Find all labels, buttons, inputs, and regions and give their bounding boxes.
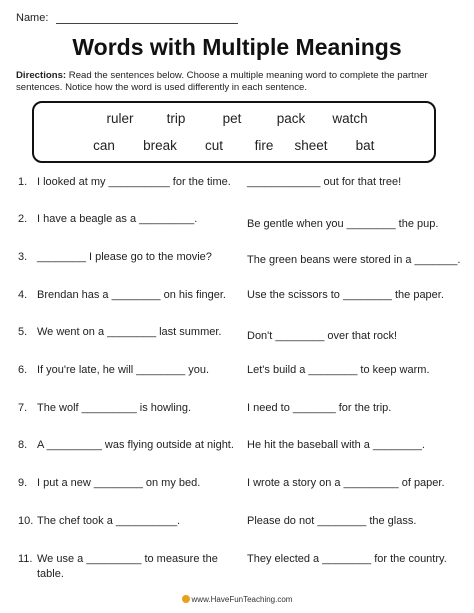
word-bank-word: cut [204,138,224,153]
question-left-sentence: A _________ was flying outside at night. [37,439,234,451]
word-bank-word: bat [355,138,375,153]
footer-url: www.HaveFunTeaching.com [191,595,293,604]
word-bank-word: pack [276,111,306,126]
question-right-sentence: Don't ________ over that rock! [247,330,398,342]
question-number: 8. [18,439,28,451]
word-bank-word: fire [254,138,274,153]
question-number: 2. [18,213,28,225]
question-left-sentence: The wolf _________ is howling. [37,402,192,414]
question-left-sentence: We went on a ________ last summer. [37,326,222,338]
directions-label: Directions: [16,70,67,81]
question-right-sentence: I wrote a story on a _________ of paper. [247,477,445,489]
question-right-sentence: They elected a ________ for the country. [247,553,447,565]
question-left-sentence: I put a new ________ on my bed. [37,477,201,489]
name-label: Name: [16,12,49,24]
question-number: 4. [18,289,28,301]
question-number: 9. [18,477,28,489]
question-right-sentence: Use the scissors to ________ the paper. [247,289,444,301]
directions-text: Read the sentences below. Choose a multiple meaning word to complete the partner sentences. Notice how the word is used differently in each sentence. [16,70,428,93]
word-bank-word: sheet [294,138,328,153]
word-bank-word: break [143,138,177,153]
page-title: Words with Multiple Meanings [72,34,402,60]
question-number: 3. [18,251,28,263]
word-bank-word: can [93,138,115,153]
question-number: 5. [18,326,28,338]
site-logo-icon [182,595,190,603]
question-left-sentence: If you're late, he will ________ you. [37,364,210,376]
question-right-sentence: Let's build a ________ to keep warm. [247,364,430,376]
word-bank-word: trip [166,111,186,126]
question-left-sentence: ________ I please go to the movie? [37,251,212,263]
question-right-sentence: He hit the baseball with a ________. [247,439,425,451]
question-left-sentence: The chef took a __________. [37,515,181,527]
name-line[interactable] [56,23,238,24]
question-number: 6. [18,364,28,376]
question-left-sentence: We use a _________ to measure the [37,553,218,565]
question-right-sentence: ____________ out for that tree! [247,176,402,188]
question-number: 11. [18,553,33,565]
question-right-sentence: Be gentle when you ________ the pup. [247,218,439,230]
question-left-sentence-continued: table. [37,568,64,580]
question-left-sentence: I looked at my __________ for the time. [37,176,231,188]
question-right-sentence: Please do not ________ the glass. [247,515,417,527]
question-right-sentence: The green beans were stored in a _______. [247,254,461,266]
word-bank [32,101,436,163]
directions [16,70,466,94]
name-row [16,12,48,24]
question-left-sentence: Brendan has a ________ on his finger. [37,289,226,301]
question-number: 7. [18,402,28,414]
question-number: 1. [18,176,28,188]
word-bank-word: ruler [106,111,134,126]
word-bank-word: pet [222,111,242,126]
question-left-sentence: I have a beagle as a _________. [37,213,198,225]
question-number: 10. [18,515,34,527]
word-bank-word: watch [332,111,368,126]
question-right-sentence: I need to _______ for the trip. [247,402,392,414]
footer [0,595,474,604]
